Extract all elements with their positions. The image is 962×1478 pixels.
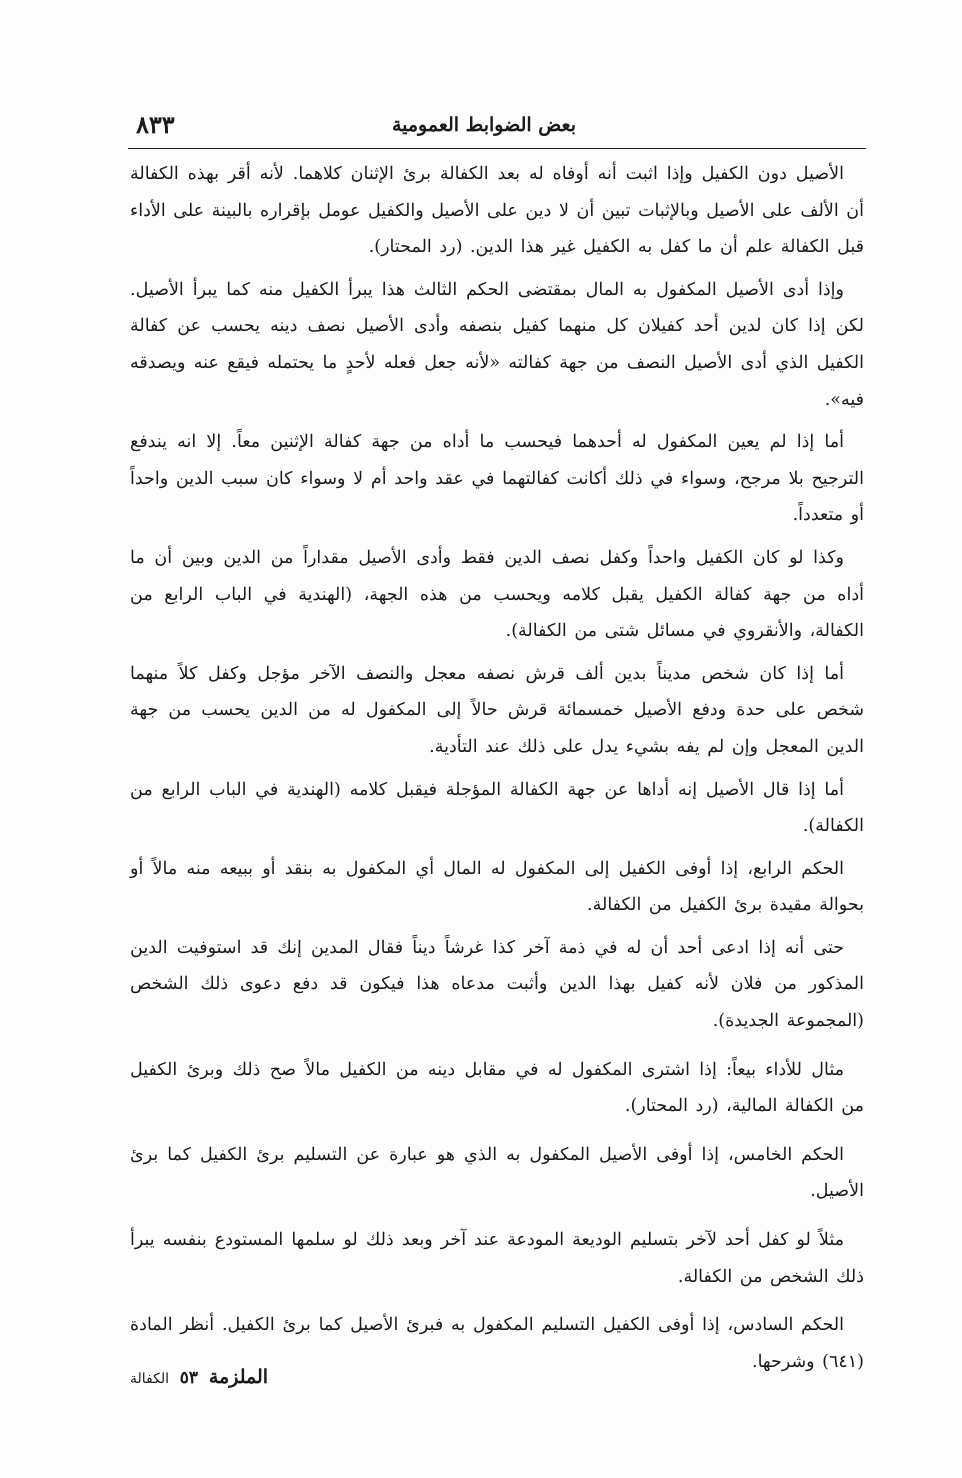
signature-topic: الكفالة (130, 1371, 170, 1387)
paragraph: مثلاً لو كفل أحد لآخر بتسليم الوديعة المودعة عند آخر وبعد ذلك لو سلمها المستودع بنفسه يبرأ ذلك الشخص من الكفالة. (130, 1230, 864, 1287)
paragraph: أما إذا قال الأصيل إنه أداها عن جهة الكفالة المؤجلة فيقبل كلامه (الهندية في الباب الرابع من الكفالة). (130, 779, 864, 837)
page-number: ٨٣٣ (136, 110, 175, 139)
page-header (128, 108, 866, 148)
paragraph: حتى أنه إذا ادعى أحد أن له في ذمة آخر كذا غرشاً ديناً فقال المدين إنك قد استوفيت الدين المذكور من فلان لأنه كفيل بهذا الدين وأثبت مدعاه هذا فيكون قد دفع دعوى ذلك الشخص (المجموعة الجديدة). (130, 937, 864, 1032)
paragraph: أما إذا كان شخص مديناً بدين ألف قرش نصفه معجل والنصف الآخر مؤجل وكفل كلاً منهما شخص على حدة ودفع الأصيل خمسمائة قرش حالاً إلى المكفول له من الدين يحسب من جهة الدين المعجل وإن لم يفه بشيء يدل على ذلك عند التأدية. (130, 663, 864, 757)
page-footer (130, 1366, 268, 1396)
body-text (130, 156, 864, 1386)
paragraph: الحكم الرابع، إذا أوفى الكفيل إلى المكفول له المال أي المكفول به بنقد أو ببيعه منه مالاً أو بحوالة مقيدة برئ الكفيل من الكفالة. (130, 858, 864, 916)
paragraph: الحكم الخامس، إذا أوفى الأصيل المكفول به الذي هو عبارة عن التسليم برئ الكفيل كما برئ الأصيل. (130, 1144, 864, 1202)
header-rule (128, 148, 866, 149)
paragraph: وإذا أدى الأصيل المكفول به المال بمقتضى الحكم الثالث هذا يبرأ الكفيل منه كما يبرأ الأصيل. لكن إذا كان لدين أحد كفيلان كل منهما كفيل بنصفه وأدى الأصيل نصف دينه يحسب عن كفالة الكفيل الذي أدى الأصيل النصف من جهة كفالته «لأنه جعل فعله لأحدٍ ما يحتمله فيقع عنه ويصدقه فيه». (130, 279, 864, 410)
paragraph: الحكم السادس، إذا أوفى الكفيل التسليم المكفول به فبرئ الأصيل كما برئ الكفيل. أنظر المادة (٦٤١) وشرحها. (130, 1315, 864, 1372)
paragraph: وكذا لو كان الكفيل واحداً وكفل نصف الدين فقط وأدى الأصيل مقداراً من الدين وبين أن ما أداه من جهة كفالة الكفيل يقبل كلامه ويحسب من هذه الجهة، (الهندية في الباب الرابع من الكفالة، والأنقروي في مسائل شتى من الكفالة). (130, 547, 864, 642)
running-title: بعض الضوابط العمومية (391, 114, 576, 136)
signature-number: ٥٣ (179, 1368, 199, 1388)
paragraph: أما إذا لم يعين المكفول له أحدهما فيحسب ما أداه من جهة كفالة الإثنين معاً. إلا انه يندفع الترجيح بلا مرجح، وسواء في ذلك أكانت كفالتهما في عقد واحد أم لا وسواء كان سبب الدين واحداً أو متعدداً. (130, 432, 864, 526)
paragraph: الأصيل دون الكفيل وإذا اثبت أنه أوفاه له بعد الكفالة برئ الإثنان كلاهما. لأنه أقر بهذه الكفالة أن الألف على الأصيل وبالإثبات تبين أن لا دين على الأصيل والكفيل عومل بإقراره بالبينة على الأداء قبل الكفالة علم أن ما كفل به الكفيل غير هذا الدين. (رد المحتار). (130, 164, 864, 258)
signature-label: الملزمة (208, 1366, 269, 1388)
paragraph: مثال للأداء بيعاً: إذا اشترى المكفول له في مقابل دينه من الكفيل مالاً صح ذلك وبرئ الكفيل من الكفالة المالية، (رد المحتار). (130, 1059, 864, 1117)
